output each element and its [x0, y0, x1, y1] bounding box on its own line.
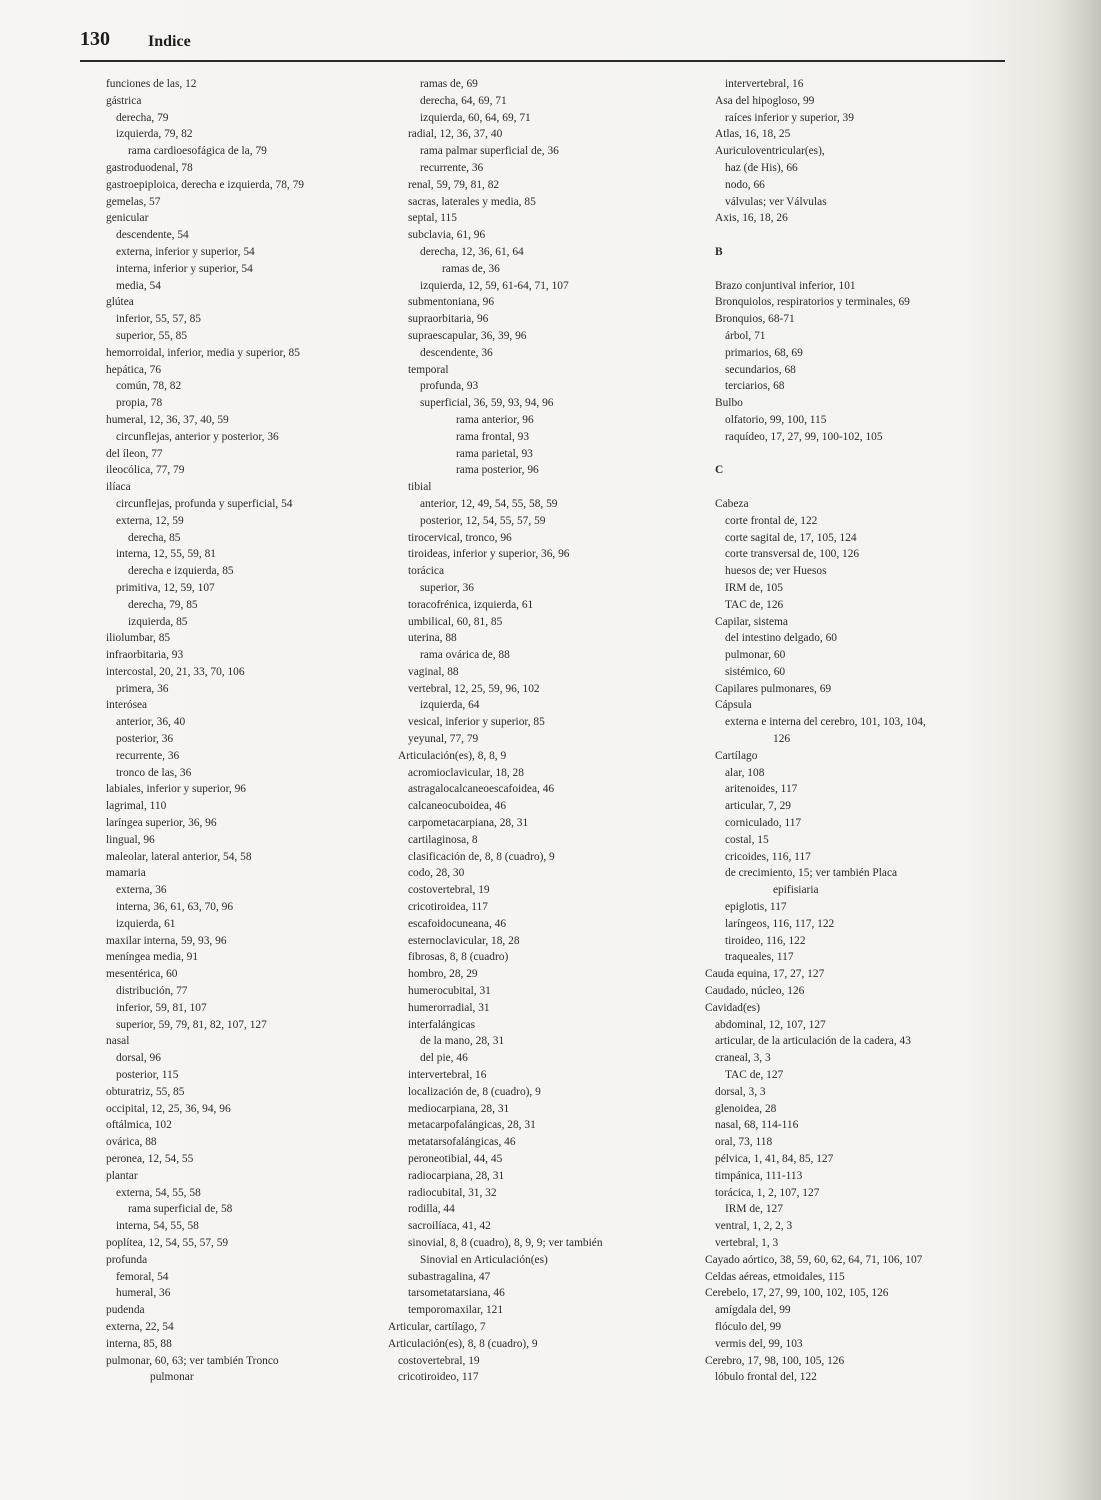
- index-entry: infraorbitaria, 93: [106, 649, 184, 662]
- index-entry: dorsal, 96: [116, 1052, 161, 1065]
- header-rule: [80, 60, 1005, 62]
- index-entry: huesos de; ver Huesos: [725, 565, 827, 578]
- index-entry: mediocarpiana, 28, 31: [408, 1102, 510, 1115]
- index-entry: pulmonar, 60, 63; ver también Tronco: [106, 1354, 279, 1367]
- index-entry: superior, 59, 79, 81, 82, 107, 127: [116, 1018, 267, 1031]
- index-entry: pudenda: [106, 1304, 145, 1317]
- index-entry: 126: [773, 733, 791, 746]
- index-entry: haz (de His), 66: [725, 161, 798, 174]
- index-entry: subclavia, 61, 96: [408, 229, 486, 242]
- index-entry: Capilar, sistema: [715, 615, 788, 628]
- index-entry: vesical, inferior y superior, 85: [408, 716, 545, 729]
- index-entry: ramas de, 36: [442, 262, 500, 275]
- index-entry: costovertebral, 19: [408, 884, 490, 897]
- index-entry: metacarpofalángicas, 28, 31: [408, 1119, 536, 1132]
- index-entry: humeral, 36: [116, 1287, 171, 1300]
- index-entry: tiroideas, inferior y superior, 36, 96: [408, 548, 570, 561]
- index-entry: superior, 36: [420, 581, 474, 594]
- index-entry: externa e interna del cerebro, 101, 103, 104,: [725, 716, 926, 729]
- index-entry: ovárica, 88: [106, 1136, 157, 1149]
- index-entry: Atlas, 16, 18, 25: [715, 128, 791, 141]
- index-entry: amígdala del, 99: [715, 1304, 791, 1317]
- index-entry: recurrente, 36: [116, 749, 180, 762]
- index-entry: izquierda, 61: [116, 917, 176, 930]
- index-entry: articular, de la articulación de la cadera, 43: [715, 1035, 911, 1048]
- index-entry: hombro, 28, 29: [408, 968, 478, 981]
- index-entry: derecha, 79, 85: [128, 598, 198, 611]
- index-entry: descendente, 54: [116, 229, 189, 242]
- index-entry: peroneotibial, 44, 45: [408, 1153, 503, 1165]
- index-entry: calcaneocuboidea, 46: [408, 800, 507, 813]
- index-entry: lingual, 96: [106, 833, 155, 846]
- index-entry: descendente, 36: [420, 346, 493, 359]
- index-entry: craneal, 3, 3: [715, 1052, 771, 1065]
- index-entry: Articulación(es), 8, 8, 9: [398, 749, 507, 762]
- index-entry: mamaria: [106, 867, 146, 880]
- index-entry: Cápsula: [715, 699, 752, 712]
- index-entry: radiocubital, 31, 32: [408, 1186, 497, 1199]
- index-entry: del intestino delgado, 60: [725, 632, 837, 645]
- index-entry: Capilares pulmonares, 69: [715, 682, 832, 695]
- index-entry: Cayado aórtico, 38, 59, 60, 62, 64, 71, 106, 107: [705, 1253, 923, 1266]
- index-entry: oftálmica, 102: [106, 1119, 172, 1132]
- index-entry: rama anterior, 96: [456, 413, 534, 426]
- index-entry: torácica, 1, 2, 107, 127: [715, 1186, 820, 1199]
- index-entry: posterior, 115: [116, 1069, 179, 1082]
- index-column-2: [388, 76, 688, 1386]
- index-entry: meníngea media, 91: [106, 951, 199, 964]
- index-entry: clasificación de, 8, 8 (cuadro), 9: [408, 850, 555, 863]
- index-entry: acromioclavicular, 18, 28: [408, 766, 524, 779]
- index-entry: propia, 78: [116, 397, 163, 410]
- index-entry: primera, 36: [116, 682, 169, 695]
- index-entry: costal, 15: [725, 833, 769, 846]
- scan-edge-shadow: [1041, 0, 1101, 1500]
- index-entry: radial, 12, 36, 37, 40: [408, 128, 503, 141]
- index-entry: izquierda, 60, 64, 69, 71: [420, 111, 531, 124]
- index-entry: válvulas; ver Válvulas: [725, 195, 827, 208]
- index-entry: labiales, inferior y superior, 96: [106, 783, 246, 796]
- index-entry: derecha, 79: [116, 111, 169, 124]
- index-entry: temporomaxilar, 121: [408, 1304, 504, 1317]
- index-entry: Articulación(es), 8, 8 (cuadro), 9: [388, 1337, 538, 1350]
- index-entry: laríngea superior, 36, 96: [106, 817, 217, 830]
- index-entry: terciarios, 68: [725, 380, 785, 393]
- index-entry: vertebral, 1, 3: [715, 1236, 779, 1249]
- index-entry: nodo, 66: [725, 178, 765, 191]
- index-spacer: [705, 479, 1005, 496]
- index-entry: submentoniana, 96: [408, 296, 495, 309]
- index-entry: oral, 73, 118: [715, 1136, 773, 1149]
- index-entry: Cerebro, 17, 98, 100, 105, 126: [705, 1354, 845, 1367]
- index-entry: obturatriz, 55, 85: [106, 1085, 185, 1098]
- index-entry: maleolar, lateral anterior, 54, 58: [106, 850, 252, 863]
- index-entry: humeral, 12, 36, 37, 40, 59: [106, 413, 229, 426]
- index-column-3: [705, 76, 1005, 1386]
- index-entry: localización de, 8 (cuadro), 9: [408, 1085, 541, 1098]
- index-entry: sinovial, 8, 8 (cuadro), 8, 9, 9; ver también: [408, 1236, 603, 1249]
- index-entry: profunda: [106, 1253, 148, 1266]
- index-entry: Cabeza: [715, 497, 749, 510]
- index-entry: Articular, cartílago, 7: [388, 1320, 486, 1333]
- index-entry: abdominal, 12, 107, 127: [715, 1018, 826, 1031]
- index-spacer: [705, 261, 1005, 278]
- index-entry: fibrosas, 8, 8 (cuadro): [408, 951, 509, 964]
- index-entry: primarios, 68, 69: [725, 346, 803, 359]
- index-entry: aritenoides, 117: [725, 783, 798, 796]
- index-entry: de crecimiento, 15; ver también Placa: [725, 867, 898, 880]
- index-entry: recurrente, 36: [420, 161, 484, 174]
- index-entry: gemelas, 57: [106, 195, 161, 208]
- index-entry: secundarios, 68: [725, 363, 796, 376]
- index-entry: Bronquiolos, respiratorios y terminales, 69: [715, 296, 910, 309]
- index-entry: Cartílago: [715, 749, 758, 762]
- index-entry: del pie, 46: [420, 1052, 468, 1065]
- index-entry: interna, 36, 61, 63, 70, 96: [116, 901, 234, 914]
- index-entry: rama posterior, 96: [456, 464, 539, 477]
- index-section-letter: C: [715, 464, 724, 477]
- index-entry: epifisiaria: [773, 884, 819, 897]
- index-entry: interósea: [106, 699, 148, 712]
- index-entry: uterina, 88: [408, 632, 457, 645]
- index-entry: funciones de las, 12: [106, 78, 197, 90]
- index-entry: umbilical, 60, 81, 85: [408, 615, 503, 628]
- index-entry: corniculado, 117: [725, 817, 802, 830]
- index-entry: tronco de las, 36: [116, 766, 192, 779]
- index-entry: supraorbitaria, 96: [408, 313, 489, 326]
- index-entry: Sinovial en Articulación(es): [420, 1253, 548, 1266]
- index-entry: cricoides, 116, 117: [725, 850, 811, 863]
- index-entry: lóbulo frontal del, 122: [715, 1371, 817, 1384]
- index-entry: interna, 85, 88: [106, 1337, 172, 1350]
- index-entry: intervertebral, 16: [408, 1069, 487, 1082]
- index-entry: rama parietal, 93: [456, 447, 533, 460]
- index-entry: inferior, 55, 57, 85: [116, 313, 201, 326]
- index-entry: mesentérica, 60: [106, 968, 178, 981]
- index-entry: cartilaginosa, 8: [408, 833, 478, 846]
- page-number: 130: [80, 28, 110, 50]
- index-entry: intercostal, 20, 21, 33, 70, 106: [106, 665, 245, 678]
- index-entry: lagrimal, 110: [106, 800, 167, 813]
- index-entry: superficial, 36, 59, 93, 94, 96: [420, 397, 554, 410]
- index-entry: tirocervical, tronco, 96: [408, 531, 512, 544]
- index-entry: rama cardioesofágica de la, 79: [128, 145, 267, 158]
- index-entry: ilíaca: [106, 481, 131, 494]
- index-entry: sacroilíaca, 41, 42: [408, 1220, 491, 1233]
- index-entry: Cavidad(es): [705, 1001, 761, 1014]
- index-entry: tarsometatarsiana, 46: [408, 1287, 505, 1300]
- index-entry: glútea: [106, 296, 134, 309]
- index-entry: externa, 22, 54: [106, 1320, 174, 1333]
- index-entry: ileocólica, 77, 79: [106, 464, 185, 477]
- index-entry: interna, inferior y superior, 54: [116, 262, 253, 275]
- index-entry: esternoclavicular, 18, 28: [408, 934, 520, 947]
- index-entry: externa, 36: [116, 884, 167, 897]
- index-entry: izquierda, 64: [420, 699, 480, 712]
- index-entry: ramas de, 69: [420, 78, 478, 90]
- index-entry: pulmonar, 60: [725, 649, 786, 662]
- index-entry: torácica: [408, 565, 445, 578]
- index-entry: poplítea, 12, 54, 55, 57, 59: [106, 1236, 229, 1249]
- index-entry: interna, 12, 55, 59, 81: [116, 548, 216, 561]
- index-entry: escafoidocuneana, 46: [408, 917, 507, 930]
- index-entry: ventral, 1, 2, 2, 3: [715, 1220, 793, 1233]
- index-entry: posterior, 12, 54, 55, 57, 59: [420, 514, 546, 527]
- index-entry: anterior, 12, 49, 54, 55, 58, 59: [420, 497, 558, 510]
- index-entry: Caudado, núcleo, 126: [705, 985, 805, 998]
- index-entry: rama frontal, 93: [456, 430, 530, 443]
- index-entry: inferior, 59, 81, 107: [116, 1001, 207, 1014]
- index-entry: occipital, 12, 25, 36, 94, 96: [106, 1102, 231, 1115]
- index-entry: del íleon, 77: [106, 447, 163, 460]
- index-entry: tibial: [408, 481, 432, 494]
- index-entry: intervertebral, 16: [725, 78, 804, 90]
- index-entry: subastragalina, 47: [408, 1270, 491, 1283]
- index-entry: distribución, 77: [116, 985, 188, 998]
- index-column-1: [96, 76, 396, 1386]
- index-entry: corte frontal de, 122: [725, 514, 818, 527]
- index-entry: genicular: [106, 212, 149, 225]
- index-entry: codo, 28, 30: [408, 867, 465, 880]
- index-entry: maxilar interna, 59, 93, 96: [106, 934, 227, 947]
- index-entry: interfalángicas: [408, 1018, 476, 1031]
- index-spacer: [705, 446, 1005, 463]
- index-entry: iliolumbar, 85: [106, 632, 171, 645]
- index-entry: cricotiroideo, 117: [398, 1371, 479, 1384]
- index-entry: rama superficial de, 58: [128, 1203, 233, 1216]
- index-entry: derecha, 12, 36, 61, 64: [420, 245, 524, 258]
- index-entry: articular, 7, 29: [725, 800, 791, 813]
- index-entry: humerocubital, 31: [408, 985, 491, 998]
- index-entry: corte transversal de, 100, 126: [725, 548, 860, 561]
- page-title: Indice: [148, 33, 191, 50]
- index-entry: derecha, 85: [128, 531, 181, 544]
- index-entry: circunflejas, profunda y superficial, 54: [116, 497, 293, 510]
- index-entry: circunflejas, anterior y posterior, 36: [116, 430, 279, 443]
- index-entry: gastroduodenal, 78: [106, 161, 193, 174]
- index-entry: carpometacarpiana, 28, 31: [408, 817, 529, 830]
- index-entry: externa, 12, 59: [116, 514, 184, 527]
- index-entry: rama palmar superficial de, 36: [420, 145, 559, 158]
- index-entry: TAC de, 127: [725, 1069, 784, 1082]
- index-entry: epiglotis, 117: [725, 901, 787, 914]
- index-entry: sacras, laterales y media, 85: [408, 195, 536, 208]
- index-entry: Celdas aéreas, etmoidales, 115: [705, 1270, 845, 1283]
- index-entry: sistémico, 60: [725, 665, 786, 678]
- index-entry: Bulbo: [715, 397, 743, 410]
- index-entry: olfatorio, 99, 100, 115: [725, 413, 827, 426]
- index-entry: media, 54: [116, 279, 161, 292]
- index-section-letter: B: [715, 245, 723, 258]
- index-entry: izquierda, 79, 82: [116, 128, 193, 141]
- index-entry: nasal, 68, 114-116: [715, 1119, 799, 1132]
- index-entry: metatarsofalángicas, 46: [408, 1136, 516, 1149]
- index-entry: vaginal, 88: [408, 665, 459, 678]
- index-entry: posterior, 36: [116, 733, 174, 746]
- index-entry: temporal: [408, 363, 449, 376]
- index-entry: pélvica, 1, 41, 84, 85, 127: [715, 1153, 834, 1165]
- index-entry: izquierda, 85: [128, 615, 188, 628]
- index-entry: derecha e izquierda, 85: [128, 565, 234, 578]
- index-entry: peronea, 12, 54, 55: [106, 1153, 194, 1165]
- index-entry: plantar: [106, 1169, 138, 1182]
- index-entry: superior, 55, 85: [116, 329, 188, 342]
- index-entry: laríngeos, 116, 117, 122: [725, 917, 835, 930]
- index-entry: cricotiroidea, 117: [408, 901, 488, 914]
- index-entry: dorsal, 3, 3: [715, 1085, 766, 1098]
- index-entry: traqueales, 117: [725, 951, 794, 964]
- index-entry: humerorradial, 31: [408, 1001, 490, 1014]
- index-entry: Brazo conjuntival inferior, 101: [715, 279, 856, 292]
- index-entry: de la mano, 28, 31: [420, 1035, 505, 1048]
- index-entry: IRM de, 105: [725, 581, 783, 594]
- index-entry: raíces inferior y superior, 39: [725, 111, 854, 124]
- index-entry: astragalocalcaneoescafoidea, 46: [408, 783, 555, 796]
- index-entry: vertebral, 12, 25, 59, 96, 102: [408, 682, 540, 695]
- index-entry: septal, 115: [408, 212, 457, 225]
- index-entry: Axis, 16, 18, 26: [715, 212, 788, 225]
- index-entry: nasal: [106, 1035, 130, 1048]
- index-entry: anterior, 36, 40: [116, 716, 186, 729]
- index-entry: raquídeo, 17, 27, 99, 100-102, 105: [725, 430, 883, 443]
- index-entry: hepática, 76: [106, 363, 162, 376]
- index-entry: radiocarpiana, 28, 31: [408, 1169, 505, 1182]
- index-entry: timpánica, 111-113: [715, 1169, 803, 1182]
- index-entry: alar, 108: [725, 766, 765, 779]
- index-entry: común, 78, 82: [116, 380, 182, 393]
- page-header: [80, 28, 1005, 58]
- index-entry: Bronquios, 68-71: [715, 313, 795, 326]
- index-entry: Asa del hipogloso, 99: [715, 94, 815, 107]
- index-entry: interna, 54, 55, 58: [116, 1220, 199, 1233]
- index-entry: glenoidea, 28: [715, 1102, 777, 1115]
- index-entry: Cauda equina, 17, 27, 127: [705, 968, 825, 981]
- index-entry: TAC de, 126: [725, 598, 784, 611]
- index-entry: externa, inferior y superior, 54: [116, 245, 255, 258]
- index-entry: izquierda, 12, 59, 61-64, 71, 107: [420, 279, 569, 292]
- index-entry: primitiva, 12, 59, 107: [116, 581, 215, 594]
- index-entry: árbol, 71: [725, 329, 766, 342]
- index-entry: renal, 59, 79, 81, 82: [408, 178, 500, 191]
- index-entry: gastroepiploica, derecha e izquierda, 78, 79: [106, 178, 304, 191]
- index-entry: rodilla, 44: [408, 1203, 455, 1216]
- index-entry: gástrica: [106, 94, 142, 107]
- index-entry: derecha, 64, 69, 71: [420, 94, 507, 107]
- index-entry: IRM de, 127: [725, 1203, 783, 1216]
- index-entry: rama ovárica de, 88: [420, 649, 510, 662]
- index-entry: supraescapular, 36, 39, 96: [408, 329, 527, 342]
- index-spacer: [705, 227, 1005, 244]
- index-entry: vermis del, 99, 103: [715, 1337, 803, 1350]
- index-entry: Auriculoventricular(es),: [715, 145, 825, 158]
- index-entry: Cerebelo, 17, 27, 99, 100, 102, 105, 126: [705, 1287, 889, 1300]
- index-entry: externa, 54, 55, 58: [116, 1186, 201, 1199]
- index-entry: costovertebral, 19: [398, 1354, 480, 1367]
- index-entry: toracofrénica, izquierda, 61: [408, 598, 534, 611]
- index-entry: hemorroidal, inferior, media y superior, 85: [106, 346, 300, 359]
- index-entry: corte sagital de, 17, 105, 124: [725, 531, 857, 544]
- index-entry: tiroideo, 116, 122: [725, 934, 806, 947]
- index-entry: yeyunal, 77, 79: [408, 733, 479, 746]
- index-entry: profunda, 93: [420, 380, 479, 393]
- index-entry: pulmonar: [150, 1371, 194, 1384]
- index-entry: femoral, 54: [116, 1270, 169, 1283]
- index-entry: flóculo del, 99: [715, 1320, 782, 1333]
